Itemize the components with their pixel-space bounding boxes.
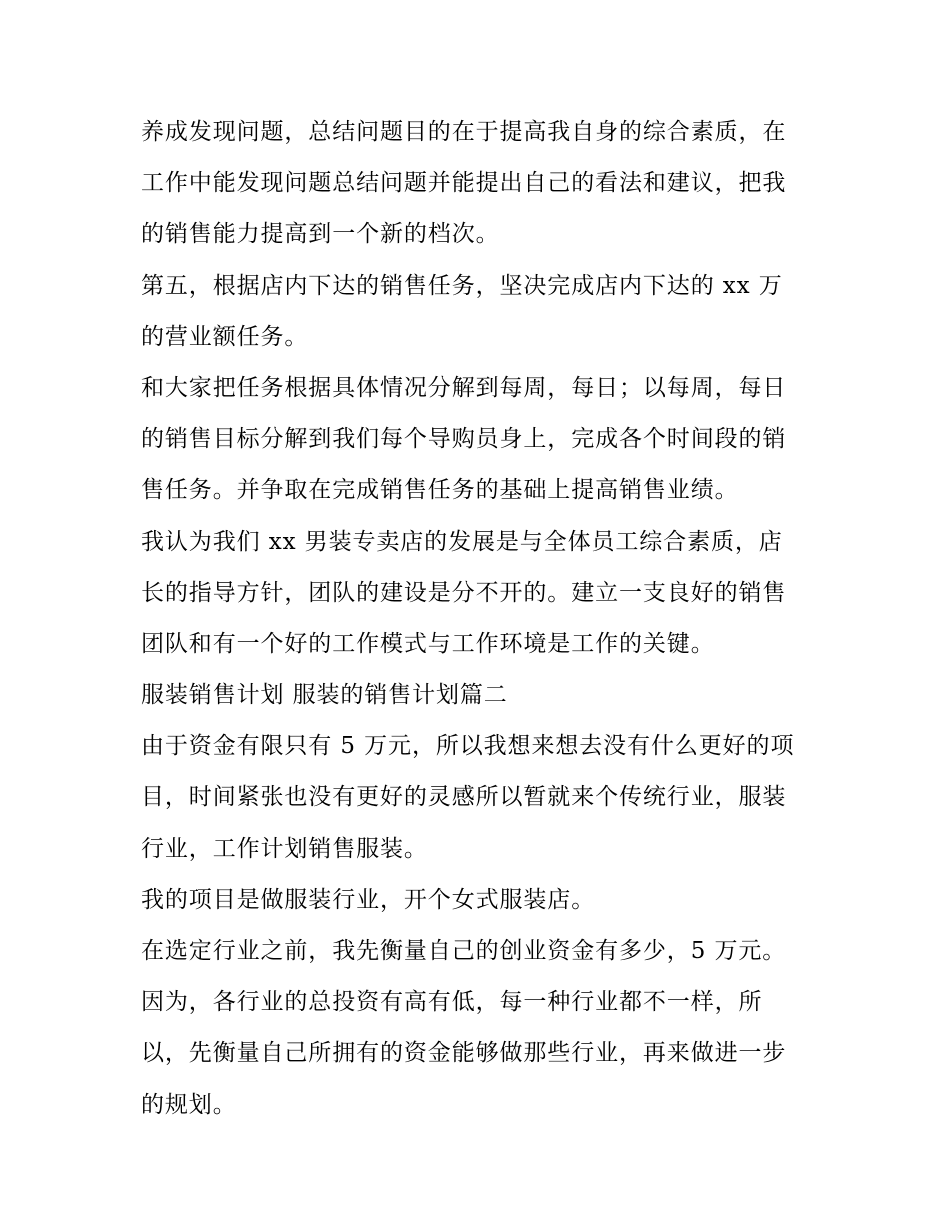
text-line: 第五，根据店内下达的销售任务，坚决完成店内下达的 xx 万: [141, 272, 783, 299]
text-line: 我认为我们 xx 男装专卖店的发展是与全体员工综合素质，店: [141, 528, 783, 555]
text-line: 养成发现问题，总结问题目的在于提高我自身的综合素质，在: [141, 119, 787, 145]
text-line: 的规划。: [141, 1091, 237, 1118]
text-line: 团队和有一个好的工作模式与工作环境是工作的关键。: [141, 630, 715, 657]
paragraph-4: [141, 517, 821, 671]
text-line: 售任务。并争取在完成销售任务的基础上提高销售业绩。: [141, 477, 739, 504]
text-line: 长的指导方针，团队的建设是分不开的。建立一支良好的销售: [141, 579, 787, 606]
text-line: 以，先衡量自己所拥有的资金能够做那些行业，再来做进一步: [141, 1040, 787, 1067]
paragraph-9: [141, 977, 821, 1131]
text-line: 的销售目标分解到我们每个导购员身上，完成各个时间段的销: [141, 426, 787, 453]
section-heading: [141, 670, 821, 721]
text-line: 的营业额任务。: [141, 323, 309, 350]
text-line: 在选定行业之前，我先衡量自己的创业资金有多少，5 万元。: [141, 938, 787, 964]
document-body: [141, 107, 821, 1131]
section-heading-text: 服装销售计划 服装的销售计划篇二: [141, 682, 508, 709]
paragraph-1: [141, 107, 821, 261]
paragraph-2: [141, 261, 821, 363]
text-line: 由于资金有限只有 5 万元，所以我想来想去没有什么更好的项: [141, 733, 795, 760]
paragraph-6: [141, 721, 821, 875]
text-line: 的销售能力提高到一个新的档次。: [141, 221, 500, 248]
text-line: 行业，工作计划销售服装。: [141, 835, 428, 862]
paragraph-7: [141, 875, 821, 926]
text-line: 因为，各行业的总投资有高有低，每一种行业都不一样，所: [141, 989, 763, 1016]
text-line: 工作中能发现问题总结问题并能提出自己的看法和建议，把我: [141, 170, 787, 197]
text-line: 和大家把任务根据具体情况分解到每周，每日；以每周，每日: [141, 374, 787, 401]
text-line: 目，时间紧张也没有更好的灵感所以暂就来个传统行业，服装: [141, 784, 787, 811]
paragraph-8: [141, 926, 821, 977]
text-line: 我的项目是做服装行业，开个女式服装店。: [141, 886, 596, 913]
paragraph-3: [141, 363, 821, 517]
